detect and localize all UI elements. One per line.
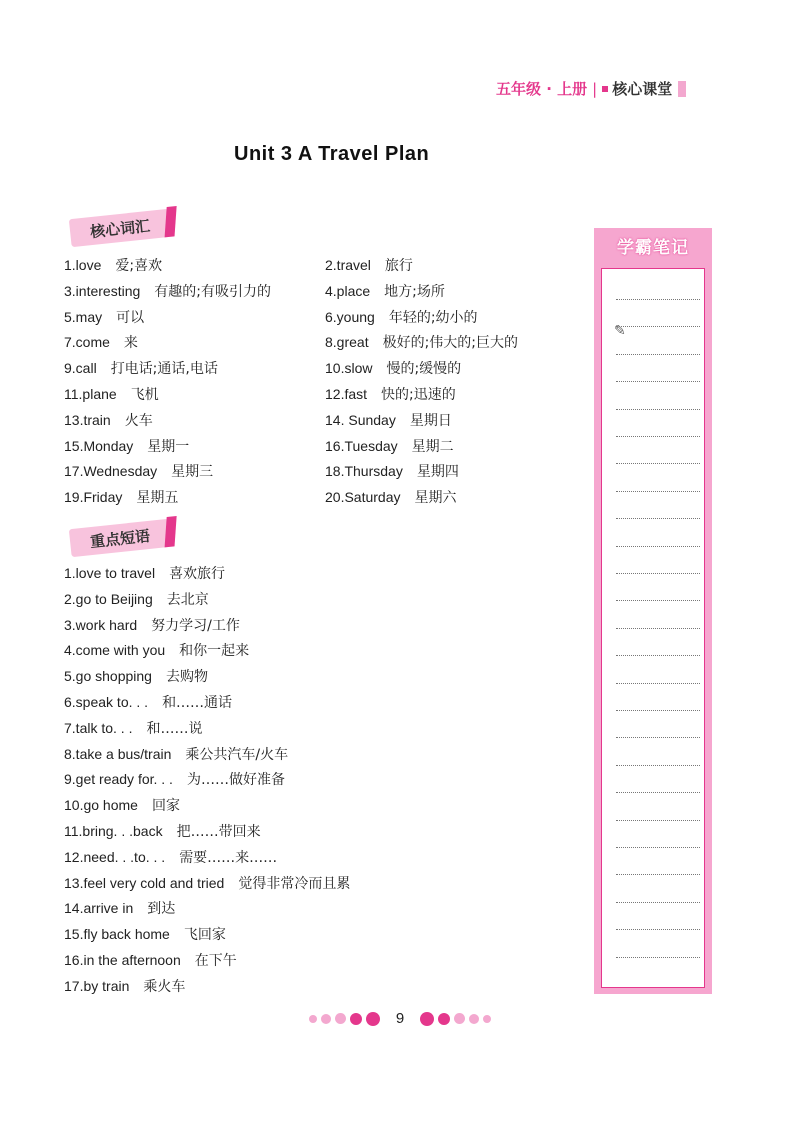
phrase-item-english: 5.go shopping xyxy=(64,668,152,685)
vocab-item-english: 14. Sunday xyxy=(325,411,396,428)
note-line xyxy=(616,902,700,903)
note-line xyxy=(616,354,700,355)
vocab-item-chinese: 星期三 xyxy=(171,464,214,481)
phrase-item xyxy=(64,718,202,738)
square-icon xyxy=(602,86,608,92)
note-line xyxy=(616,847,700,848)
vocab-item-chinese: 有趣的;有吸引力的 xyxy=(154,283,271,300)
phrase-item-english: 7.talk to. . . xyxy=(64,719,133,736)
vocab-item-chinese: 年轻的;幼小的 xyxy=(388,309,478,326)
vocab-item-chinese: 旅行 xyxy=(384,258,413,274)
phrase-item-english: 13.feel very cold and tried xyxy=(64,874,225,891)
vocab-item xyxy=(64,358,218,378)
vocab-item-chinese: 星期五 xyxy=(136,490,179,507)
phrase-item-english: 6.speak to. . . xyxy=(64,694,149,710)
note-line xyxy=(616,737,700,738)
vocab-item-chinese: 星期六 xyxy=(414,490,457,507)
header-divider: | xyxy=(592,79,598,98)
vocab-item-english: 11.plane xyxy=(64,386,117,402)
phrase-item-english: 17.by train xyxy=(64,977,130,994)
note-line xyxy=(616,710,700,711)
phrase-item xyxy=(64,924,226,944)
vocab-item-english: 3.interesting xyxy=(64,282,141,299)
phrase-item-chinese: 需要……来…… xyxy=(179,849,278,866)
vocab-item-chinese: 星期二 xyxy=(411,438,454,455)
phrase-item xyxy=(64,615,240,635)
phrase-item xyxy=(64,640,249,660)
dot-decoration xyxy=(366,1012,380,1026)
note-line xyxy=(616,381,700,382)
phrase-item-chinese: 和……通话 xyxy=(162,695,233,711)
phrase-item-chinese: 乘公共汽车/火车 xyxy=(185,746,289,763)
phrase-item-chinese: 飞回家 xyxy=(183,927,226,944)
phrase-item-chinese: 在下午 xyxy=(194,953,237,969)
phrase-item-chinese: 为……做好准备 xyxy=(186,772,285,789)
note-line xyxy=(616,683,700,684)
vocab-item xyxy=(325,332,518,352)
vocab-item xyxy=(325,461,459,481)
vocab-item-chinese: 极好的;伟大的;巨大的 xyxy=(382,335,519,352)
phrase-item-chinese: 去北京 xyxy=(166,591,209,608)
note-line xyxy=(616,655,700,656)
phrase-item-chinese: 努力学习/工作 xyxy=(151,617,240,634)
note-line xyxy=(616,326,700,327)
vocab-item-english: 4.place xyxy=(325,282,371,299)
page-number: 9 xyxy=(395,1010,405,1027)
header-tab-decoration xyxy=(678,81,686,97)
vocab-item-chinese: 地方;场所 xyxy=(384,283,445,300)
phrase-item-chinese: 去购物 xyxy=(165,669,208,686)
phrase-item xyxy=(64,563,225,583)
phrase-item-chinese: 回家 xyxy=(151,798,180,815)
note-line xyxy=(616,792,700,793)
note-line xyxy=(616,820,700,821)
note-line xyxy=(616,600,700,601)
note-line xyxy=(616,929,700,930)
phrase-item-english: 4.come with you xyxy=(64,642,166,659)
phrase-item-english: 2.go to Beijing xyxy=(64,590,153,607)
vocab-item xyxy=(325,255,413,275)
vocab-item-english: 5.may xyxy=(64,308,103,325)
phrase-item-english: 12.need. . .to. . . xyxy=(64,848,166,865)
note-line xyxy=(616,518,700,519)
notes-title: 学霸笔记 xyxy=(617,237,689,258)
vocab-tag-label: 核心词汇 xyxy=(89,216,151,241)
vocab-item-english: 9.call xyxy=(64,360,97,377)
phrase-item-chinese: 到达 xyxy=(147,901,176,918)
dot-decoration xyxy=(469,1014,479,1024)
phrase-item xyxy=(64,769,285,789)
dot-decoration xyxy=(321,1014,331,1024)
note-line xyxy=(616,491,700,492)
dot-decoration xyxy=(350,1013,362,1025)
phrase-item-chinese: 觉得非常冷而且累 xyxy=(238,875,351,892)
dot-decoration xyxy=(483,1015,491,1023)
vocab-item xyxy=(64,281,271,301)
vocab-item xyxy=(64,332,138,352)
vocab-item-english: 1.love xyxy=(64,257,102,273)
phrase-item-english: 8.take a bus/train xyxy=(64,745,172,762)
note-line xyxy=(616,957,700,958)
notes-panel xyxy=(594,228,712,994)
vocab-item-english: 17.Wednesday xyxy=(64,463,158,480)
vocab-item xyxy=(325,384,456,404)
note-line xyxy=(616,299,700,300)
page-title: Unit 3 A Travel Plan xyxy=(234,143,430,165)
phrase-item xyxy=(64,976,185,996)
grade-label: 五年级 · 上册 xyxy=(496,80,588,98)
phrase-item xyxy=(64,950,237,970)
vocab-item-chinese: 星期一 xyxy=(147,438,190,455)
phrase-section-tag xyxy=(69,519,171,557)
phrase-item xyxy=(64,898,175,918)
dot-decoration xyxy=(454,1013,465,1024)
vocab-item-chinese: 快的;迅速的 xyxy=(381,387,456,403)
phrase-item-english: 15.fly back home xyxy=(64,926,170,943)
vocab-item xyxy=(64,410,153,430)
vocab-item-english: 6.young xyxy=(325,308,375,325)
vocab-item-chinese: 火车 xyxy=(124,412,153,429)
vocab-item-chinese: 爱;喜欢 xyxy=(115,258,163,274)
vocab-item-chinese: 慢的;缓慢的 xyxy=(386,361,462,378)
page-footer xyxy=(0,1010,800,1027)
vocab-item-english: 16.Tuesday xyxy=(325,437,398,454)
phrase-item-chinese: 乘火车 xyxy=(143,978,186,995)
phrase-item-english: 9.get ready for. . . xyxy=(64,771,173,788)
pencil-icon: ✎ xyxy=(614,323,626,339)
phrase-item xyxy=(64,666,208,686)
vocab-item-english: 12.fast xyxy=(325,386,368,402)
vocab-item-english: 8.great xyxy=(325,334,369,351)
phrase-item-chinese: 把……带回来 xyxy=(176,824,261,840)
vocab-section-tag xyxy=(69,209,171,247)
phrase-item xyxy=(64,847,277,867)
vocab-item xyxy=(64,384,159,404)
vocab-item xyxy=(64,436,189,456)
note-line xyxy=(616,546,700,547)
section-label: 核心课堂 xyxy=(612,80,673,98)
note-line xyxy=(616,436,700,437)
phrase-item xyxy=(64,744,288,764)
vocab-item-english: 15.Monday xyxy=(64,437,134,454)
vocab-item xyxy=(64,487,178,507)
vocab-item-chinese: 可以 xyxy=(116,309,145,326)
dot-decoration xyxy=(420,1012,434,1026)
vocab-item-english: 13.train xyxy=(64,411,111,428)
page-header xyxy=(496,78,686,99)
note-line xyxy=(616,409,700,410)
vocab-item-chinese: 来 xyxy=(123,335,138,352)
note-line xyxy=(616,628,700,629)
vocab-item xyxy=(64,255,162,275)
phrase-item xyxy=(64,692,232,712)
notes-writing-area[interactable] xyxy=(601,268,705,988)
dot-decoration xyxy=(438,1013,450,1025)
phrase-item-english: 14.arrive in xyxy=(64,900,134,917)
vocab-item xyxy=(325,281,445,301)
phrase-item xyxy=(64,873,350,893)
phrase-item xyxy=(64,589,209,609)
phrase-item-english: 3.work hard xyxy=(64,616,138,633)
vocab-item-english: 19.Friday xyxy=(64,489,123,506)
phrase-item-english: 10.go home xyxy=(64,797,138,814)
phrase-item-chinese: 和……说 xyxy=(146,720,203,737)
phrase-item-chinese: 喜欢旅行 xyxy=(169,566,226,582)
vocab-item-chinese: 星期四 xyxy=(416,464,459,481)
vocab-item-english: 2.travel xyxy=(325,257,371,273)
vocab-item xyxy=(325,410,452,430)
phrase-item-english: 1.love to travel xyxy=(64,565,156,581)
dot-decoration xyxy=(335,1013,346,1024)
vocab-item-english: 10.slow xyxy=(325,360,373,377)
phrase-tag-label: 重点短语 xyxy=(89,526,151,551)
vocab-item-chinese: 飞机 xyxy=(130,387,159,403)
vocab-item xyxy=(325,358,461,378)
phrase-item xyxy=(64,821,261,841)
vocab-item xyxy=(325,436,454,456)
note-line xyxy=(616,573,700,574)
vocab-item xyxy=(325,487,457,507)
note-line xyxy=(616,874,700,875)
vocab-item-english: 18.Thursday xyxy=(325,463,403,480)
vocab-item-english: 20.Saturday xyxy=(325,489,401,506)
note-line xyxy=(616,463,700,464)
phrase-item-english: 16.in the afternoon xyxy=(64,952,181,968)
phrase-item xyxy=(64,795,180,815)
vocab-item xyxy=(64,307,144,327)
note-line xyxy=(616,765,700,766)
vocab-item-chinese: 星期日 xyxy=(409,412,452,429)
vocab-item-english: 7.come xyxy=(64,334,110,351)
phrase-item-english: 11.bring. . .back xyxy=(64,823,163,839)
phrase-item-chinese: 和你一起来 xyxy=(179,643,250,660)
vocab-item xyxy=(325,307,478,327)
dot-decoration xyxy=(309,1015,317,1023)
notes-header xyxy=(594,228,712,262)
vocab-item-chinese: 打电话;通话,电话 xyxy=(110,361,218,378)
vocab-item xyxy=(64,461,213,481)
